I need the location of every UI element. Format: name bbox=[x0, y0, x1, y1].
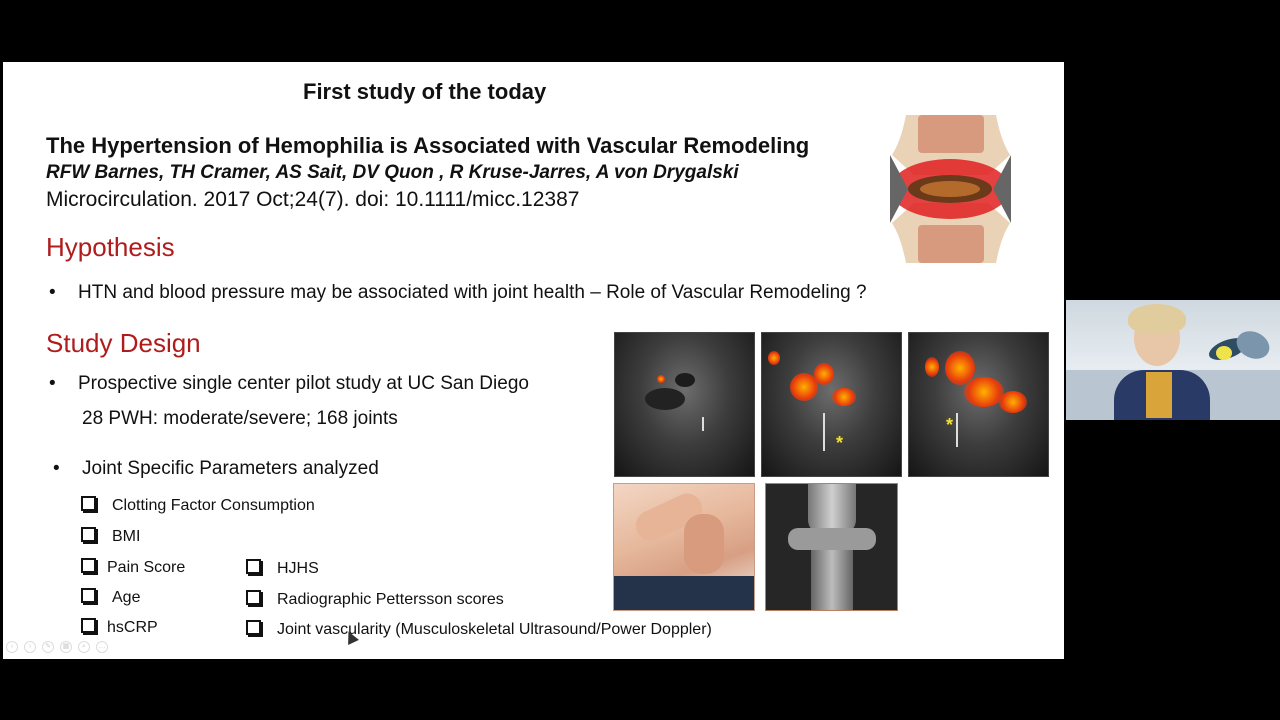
more-options-icon[interactable]: … bbox=[96, 641, 108, 653]
paper-authors: RFW Barnes, TH Cramer, AS Sait, DV Quon , R Kruse-Jarres, A von Drygalski bbox=[46, 162, 739, 183]
webcam-feed bbox=[1066, 300, 1280, 420]
paper-citation: Microcirculation. 2017 Oct;24(7). doi: 10.1111/micc.12387 bbox=[46, 188, 580, 211]
hypothesis-bullet bbox=[49, 282, 867, 304]
joint-illustration-icon bbox=[888, 115, 1013, 263]
checkbox-icon bbox=[81, 588, 96, 603]
ultrasound-image bbox=[908, 332, 1049, 477]
checkbox-icon bbox=[246, 620, 261, 635]
study-design-text-2: Joint Specific Parameters analyzed bbox=[82, 458, 379, 479]
param-item: Pain Score bbox=[81, 558, 185, 577]
param-item: Joint vascularity (Musculoskeletal Ultrasound/Power Doppler) bbox=[246, 620, 712, 639]
checkbox-icon bbox=[81, 496, 96, 511]
param-item: Radiographic Pettersson scores bbox=[246, 590, 504, 609]
study-design-text-1: Prospective single center pilot study at UC San Diego bbox=[78, 373, 529, 394]
checkbox-icon bbox=[81, 527, 96, 542]
zoom-icon[interactable]: ⌕ bbox=[78, 641, 90, 653]
paper-title: The Hypertension of Hemophilia is Associated with Vascular Remodeling bbox=[46, 133, 810, 158]
slide-controls[interactable] bbox=[6, 641, 108, 653]
param-item: Clotting Factor Consumption bbox=[81, 496, 315, 515]
hypothesis-text: HTN and blood pressure may be associated with joint health – Role of Vascular Remodeling ? bbox=[78, 282, 867, 303]
ultrasound-image bbox=[761, 332, 902, 477]
next-slide-icon[interactable]: › bbox=[24, 641, 36, 653]
bullet-dot-icon: • bbox=[53, 458, 60, 479]
checkbox-icon bbox=[81, 558, 96, 573]
study-design-subline: 28 PWH: moderate/severe; 168 joints bbox=[82, 408, 398, 429]
bullet-dot-icon: • bbox=[49, 373, 56, 394]
checkbox-icon bbox=[246, 559, 261, 574]
param-item: BMI bbox=[81, 527, 140, 546]
slides-grid-icon[interactable]: ▦ bbox=[60, 641, 72, 653]
checkbox-icon bbox=[81, 618, 96, 633]
param-item: hsCRP bbox=[81, 618, 158, 637]
presentation-slide bbox=[3, 62, 1064, 659]
prev-slide-icon[interactable]: ‹ bbox=[6, 641, 18, 653]
param-item: HJHS bbox=[246, 559, 319, 578]
knee-xray-image bbox=[765, 483, 898, 611]
study-design-bullet-2 bbox=[53, 458, 379, 480]
marker-star: * bbox=[946, 415, 954, 435]
ultrasound-image bbox=[614, 332, 755, 477]
param-item: Age bbox=[81, 588, 140, 607]
bullet-dot-icon: • bbox=[49, 282, 56, 303]
study-design-heading: Study Design bbox=[46, 328, 201, 358]
checkbox-icon bbox=[246, 590, 261, 605]
hypothesis-heading: Hypothesis bbox=[46, 232, 175, 262]
slide-eyebrow: First study of the today bbox=[303, 79, 547, 104]
study-design-bullet-1 bbox=[49, 373, 529, 395]
knee-exam-photo bbox=[613, 483, 755, 611]
pen-icon[interactable]: ✎ bbox=[42, 641, 54, 653]
marker-star: * bbox=[836, 433, 844, 453]
